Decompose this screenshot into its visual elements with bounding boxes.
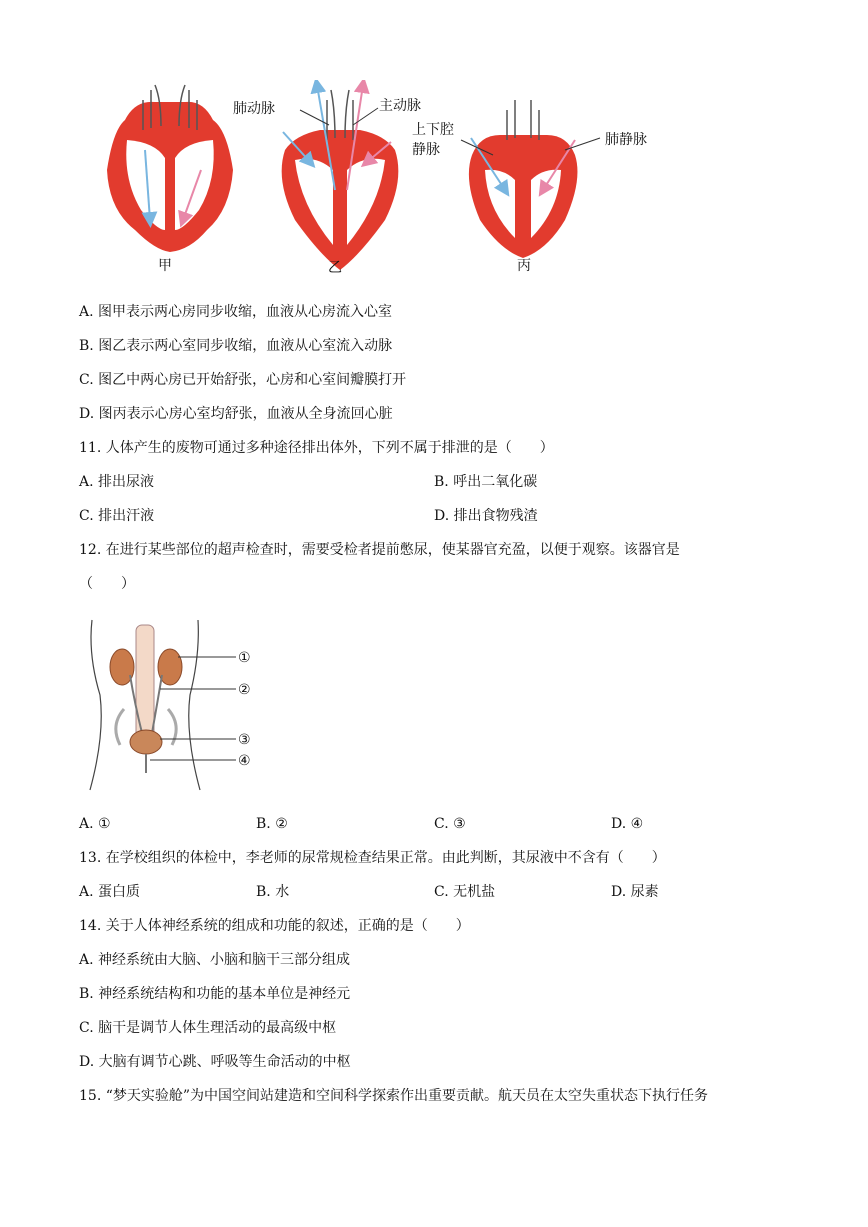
- heart-label-yi: 乙: [328, 260, 342, 276]
- q12-stem: 12. 在进行某些部位的超声检查时，需要受检者提前憋尿，使某器官充盈，以便于观察。该器官是: [79, 542, 680, 558]
- q10-option-a: A. 图甲表示两心房同步收缩，血液从心房流入心室: [79, 304, 393, 320]
- heart-label-bing: 丙: [517, 258, 531, 274]
- q10-option-c: C. 图乙中两心房已开始舒张，心房和心室间瓣膜打开: [79, 372, 407, 388]
- q11-option-d: D. 排出食物残渣: [434, 508, 538, 524]
- urinary-label-2: ②: [238, 682, 251, 698]
- heart-jia: [107, 85, 233, 252]
- q14-stem: 14. 关于人体神经系统的组成和功能的叙述，正确的是（ ）: [79, 918, 470, 934]
- q12-option-c: C. ③: [434, 816, 466, 832]
- q12-stem-cont: （ ）: [79, 576, 135, 592]
- q12-option-b: B. ②: [256, 816, 288, 832]
- label-vena-cava-2: 静脉: [412, 142, 440, 158]
- q14-option-a: A. 神经系统由大脑、小脑和脑干三部分组成: [79, 952, 351, 968]
- q12-option-d: D. ④: [611, 816, 644, 832]
- q14-option-b: B. 神经系统结构和功能的基本单位是神经元: [79, 986, 351, 1002]
- heart-label-jia: 甲: [158, 258, 172, 274]
- label-pulmonary-vein: 肺静脉: [605, 132, 647, 148]
- heart-diagram: [95, 80, 675, 280]
- q10-option-b: B. 图乙表示两心室同步收缩，血液从心室流入动脉: [79, 338, 393, 354]
- q12-option-a: A. ①: [79, 816, 111, 832]
- label-aorta: 主动脉: [379, 98, 421, 114]
- q14-option-d: D. 大脑有调节心跳、呼吸等生命活动的中枢: [79, 1054, 351, 1070]
- label-vena-cava-1: 上下腔: [412, 122, 454, 138]
- q13-stem: 13. 在学校组织的体检中，李老师的尿常规检查结果正常。由此判断，其尿液中不含有（ ）: [79, 850, 666, 866]
- urinary-label-3: ③: [238, 732, 251, 748]
- q13-option-c: C. 无机盐: [434, 884, 496, 900]
- q11-option-c: C. 排出汗液: [79, 508, 155, 524]
- q11-stem: 11. 人体产生的废物可通过多种途径排出体外，下列不属于排泄的是（ ）: [79, 440, 554, 456]
- q11-option-b: B. 呼出二氧化碳: [434, 474, 538, 490]
- q11-option-a: A. 排出尿液: [79, 474, 155, 490]
- q15-stem: 15. “梦天实验舱”为中国空间站建造和空间科学探索作出重要贡献。航天员在太空失重状态下执行任务: [79, 1088, 709, 1104]
- urinary-label-4: ④: [238, 753, 251, 769]
- urinary-label-1: ①: [238, 650, 251, 666]
- label-pulmonary-artery: 肺动脉: [233, 101, 275, 117]
- q14-option-c: C. 脑干是调节人体生理活动的最高级中枢: [79, 1020, 337, 1036]
- heart-bing: [461, 100, 600, 258]
- q13-option-a: A. 蛋白质: [79, 884, 141, 900]
- q10-option-d: D. 图丙表示心房心室均舒张，血液从全身流回心脏: [79, 406, 393, 422]
- urinary-system-diagram: [80, 615, 270, 795]
- q13-option-d: D. 尿素: [611, 884, 659, 900]
- q13-option-b: B. 水: [256, 884, 290, 900]
